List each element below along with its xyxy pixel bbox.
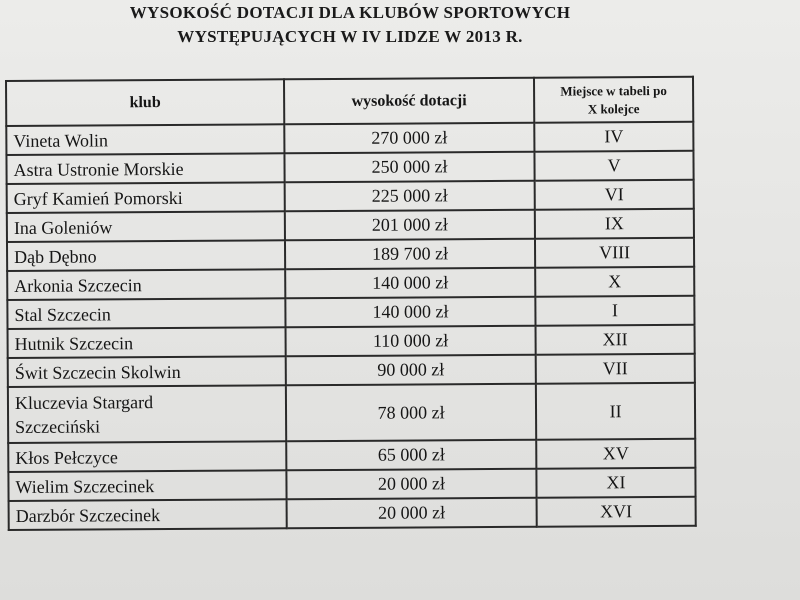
table-row [8,383,695,443]
table-row [6,122,693,155]
club-name [8,385,286,443]
subsidy-amount: 20 000 zł [287,498,537,529]
subsidy-amount: 20 000 zł [286,469,536,500]
league-place: IV [534,122,693,152]
header-club: klub [6,79,284,126]
table-row [8,354,695,387]
header-place [534,77,693,123]
club-name: Ina Goleniów [7,211,285,242]
club-name: Stal Szczecin [7,298,285,329]
subsidy-amount: 189 700 zł [285,239,535,270]
club-name: Świt Szczecin Skolwin [8,356,286,387]
club-name-line-2: Szczeciński [15,416,101,437]
table-row [8,439,695,472]
table-row [6,151,693,184]
subsidy-amount: 90 000 zł [286,355,536,386]
club-name: Darzbór Szczecinek [9,499,287,530]
club-name: Vineta Wolin [6,124,284,155]
subsidy-amount: 140 000 zł [285,297,535,328]
league-place: VII [536,354,695,384]
subsidy-amount: 250 000 zł [284,152,534,183]
header-place-line-2: X kolejce [587,100,640,116]
table-header-row [6,77,693,126]
table-row [7,296,694,329]
league-place: I [535,296,694,326]
table-row [7,238,694,271]
club-name-line-1: Kluczevia Stargard [14,392,154,413]
subsidy-amount: 110 000 zł [286,326,536,357]
header-place-line-1: Miejsce w tabeli po [560,82,667,99]
league-place: II [536,383,695,440]
table-row [8,325,695,358]
table-row [7,209,694,242]
document-title-line-1: WYSOKOŚĆ DOTACJI DLA KLUBÓW SPORTOWYCH [129,3,571,22]
league-place: XI [536,468,695,498]
league-place: IX [535,209,694,239]
subsidy-amount: 225 000 zł [285,181,535,212]
club-name: Kłos Pełczyce [8,441,286,472]
league-place: XII [536,325,695,355]
league-place: X [535,267,694,297]
club-name: Hutnik Szczecin [8,327,286,358]
club-name: Astra Ustronie Morskie [6,153,284,184]
table-row [9,497,696,530]
club-name: Wielim Szczecinek [8,470,286,501]
league-place: V [534,151,693,181]
club-name: Dąb Dębno [7,240,285,271]
league-place: VIII [535,238,694,268]
subsidy-amount: 65 000 zł [286,440,536,471]
header-amount: wysokość dotacji [284,78,534,125]
club-name: Arkonia Szczecin [7,269,285,300]
document-title-line-2: WYSTĘPUJĄCYCH W IV LIDZE W 2013 R. [177,27,523,46]
subsidy-amount: 78 000 zł [286,384,536,442]
table-row [8,468,695,501]
subsidy-amount: 270 000 zł [284,123,534,154]
subsidy-amount: 201 000 zł [285,210,535,241]
table-row [7,267,694,300]
league-place: XVI [537,497,696,527]
subsidy-amount: 140 000 zł [285,268,535,299]
subsidy-table [5,76,697,531]
league-place: XV [536,439,695,469]
club-name: Gryf Kamień Pomorski [7,182,285,213]
league-place: VI [535,180,694,210]
table-row [7,180,694,213]
